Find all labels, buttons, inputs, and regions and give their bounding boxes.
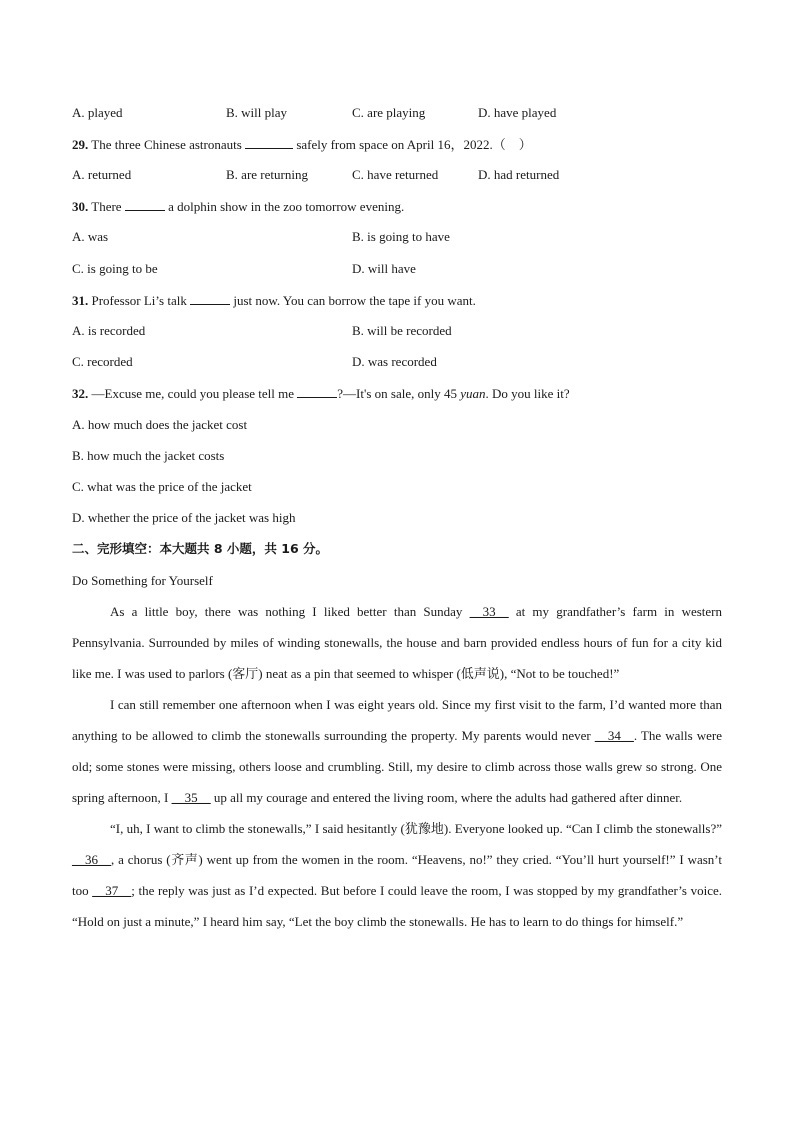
passage-paragraph-2: I can still remember one afternoon when I was eight years old. Since my first visit to the farm, I’d wanted more than anything to be allowed to climb the stonewalls surrounding the property. My parents would never __34__. The walls were old; some stones were missing, others loose and crumbling. Still, my desire to climb across those walls grew so strong. One spring afternoon, I __35__ up all my courage and entered the living room, where the adults had gathered after dinner. [72, 697, 722, 805]
blank-37: __37__ [92, 883, 132, 898]
answer-blank [190, 291, 230, 305]
q31-stem: 31. Professor Li’s talk just now. You can borrow the tape if you want. [72, 293, 476, 308]
q32-option-a: A. how much does the jacket cost [72, 417, 248, 432]
blank-34: __34__ [594, 728, 634, 743]
q31-option-a: A. is recorded [72, 323, 146, 338]
q32-option-d: D. whether the price of the jacket was high [72, 510, 296, 525]
q30-stem: 30. There a dolphin show in the zoo tomorrow evening. [72, 199, 405, 214]
passage-title: Do Something for Yourself [72, 573, 213, 588]
q28-option-b: B. will play [226, 105, 288, 120]
passage-paragraph-1: As a little boy, there was nothing I liked better than Sunday __33__ at my grandfather’s farm in western Pennsylvania. Surrounded by miles of winding stonewalls, the house and barn provided endless hours of fun for a city kid like me. I was used to parlors (客厅) neat as a pin that seemed to whisper (低声说), “Not to be touched!” [72, 604, 723, 681]
question-number: 29. [72, 137, 89, 152]
answer-blank [297, 384, 337, 398]
q30-option-b: B. is going to have [352, 229, 450, 244]
q29-stem: 29. The three Chinese astronauts safely from space on April 16，2022.（ ） [72, 137, 532, 152]
q29-option-b: B. are returning [226, 167, 308, 182]
q30-option-c: C. is going to be [72, 261, 158, 276]
q32-option-b: B. how much the jacket costs [72, 448, 225, 463]
answer-blank [245, 135, 293, 149]
q28-option-a: A. played [72, 105, 123, 120]
blank-36: __36__ [72, 852, 111, 867]
q32-stem: 32. —Excuse me, could you please tell me ?—It's on sale, only 45 yuan. Do you like it? [72, 386, 570, 401]
q28-option-c: C. are playing [352, 105, 426, 120]
passage [72, 596, 722, 937]
q32-option-c: C. what was the price of the jacket [72, 479, 252, 494]
answer-blank [125, 197, 165, 211]
q31-option-d: D. was recorded [352, 354, 437, 369]
q30-option-a: A. was [72, 229, 109, 244]
blank-35: __35__ [171, 790, 211, 805]
q28-option-d: D. have played [478, 105, 557, 120]
q31-option-b: B. will be recorded [352, 323, 452, 338]
q29-option-d: D. had returned [478, 167, 560, 182]
blank-33: __33__ [469, 604, 509, 619]
passage-paragraph-3: “I, uh, I want to climb the stonewalls,” I said hesitantly (犹豫地). Everyone looked up. “Can I climb the stonewalls?” __36__, a chorus (齐声) went up from the women in the room. “Heavens, no!” they cried. “You’ll hurt yourself!” I wasn’t too __37__; the reply was just as I’d expected. But before I could leave the room, I was stopped by my grandfather’s voice. “Hold on just a minute,” I heard him say, “Let the boy climb the stonewalls. He has to learn to do things for himself.” [72, 821, 722, 929]
question-number: 31. [72, 293, 89, 308]
q29-option-c: C. have returned [352, 167, 439, 182]
q30-option-d: D. will have [352, 261, 416, 276]
q31-option-c: C. recorded [72, 354, 133, 369]
question-number: 30. [72, 199, 89, 214]
section-heading: 二、完形填空：本大题共 8 小题，共 16 分。 [72, 541, 329, 556]
q29-option-a: A. returned [72, 167, 132, 182]
question-number: 32. [72, 386, 89, 401]
